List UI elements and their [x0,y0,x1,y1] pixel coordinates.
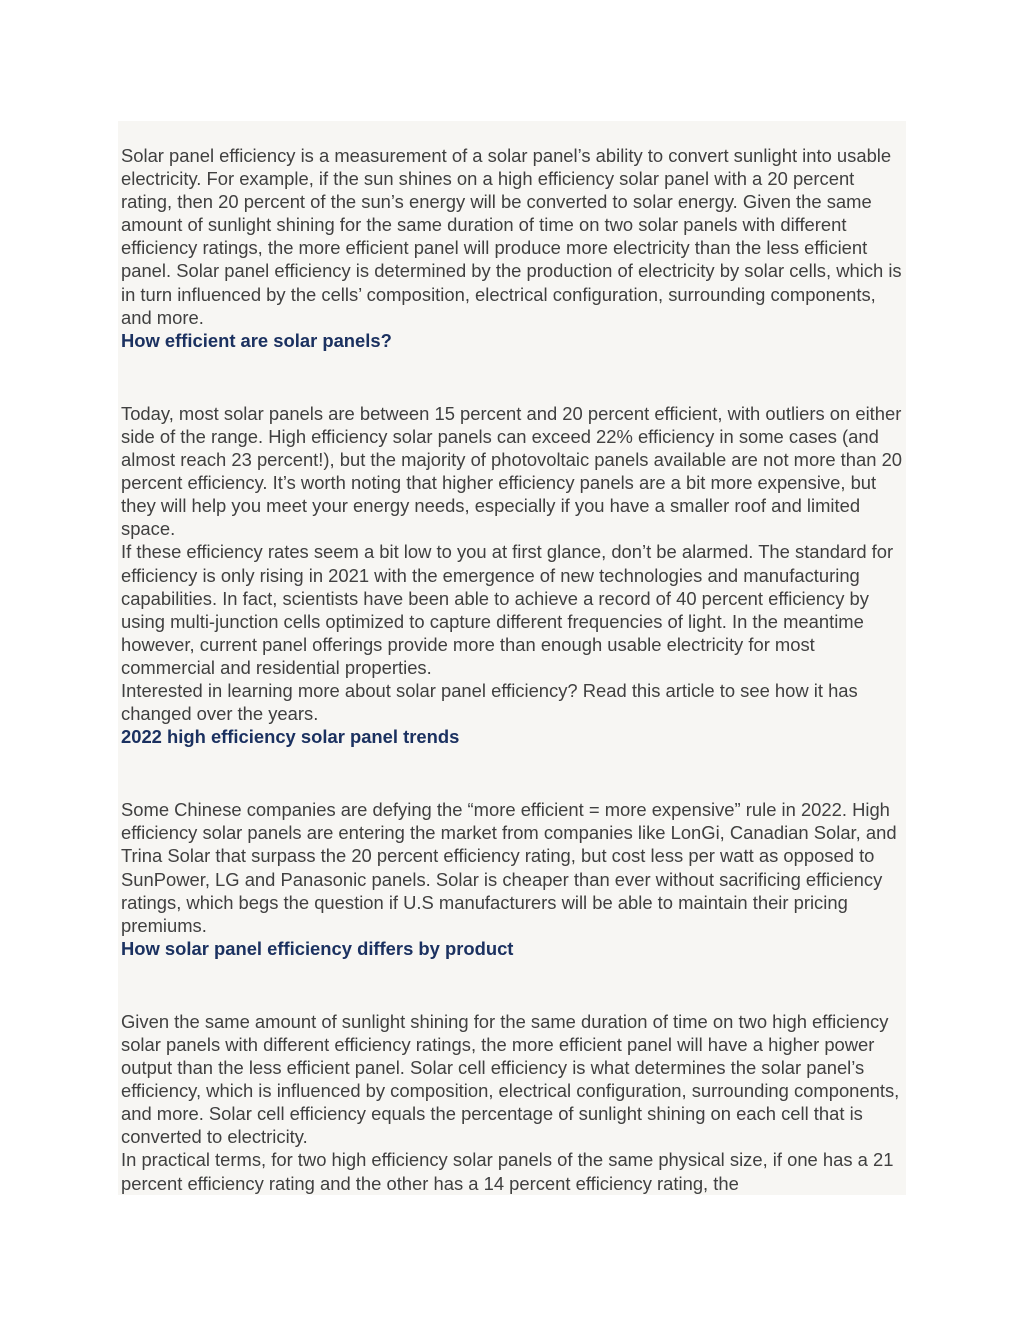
paragraph-same-sunlight: Given the same amount of sunlight shining for the same duration of time on two high efficiency solar panels with different efficiency ratings, the more efficient panel will have a higher power output than the less efficient panel. Solar cell efficiency is what determines the solar panel’s efficiency, which is influenced by composition, electrical configuration, surrounding components, and more. Solar cell efficiency equals the percentage of sunlight shining on each cell that is converted to electricity. [121,1010,900,1148]
heading-differs-by-product: How solar panel efficiency differs by product [121,937,514,959]
heading-2022-trends: 2022 high efficiency solar panel trends [121,726,460,748]
paragraph-efficiency-rates: If these efficiency rates seem a bit low to you at first glance, don’t be alarmed. The standard for efficiency is only rising in 2021 with the emergence of new technologies and manufacturing capabilities. In fact, scientists have been able to achieve a record of 40 percent efficiency by using multi-junction cells optimized to capture different frequencies of light. In the meantime however, current panel offerings provide more than enough usable electricity for most commercial and residential properties. [121,541,894,678]
paragraph-efficiency-range: Today, most solar panels are between 15 percent and 20 percent efficient, with outliers on either side of the range. High efficiency solar panels can exceed 22% efficiency in some cases (and almost reach 23 percent!), but the majority of photovoltaic panels available are not more than 20 percent efficiency. It’s worth noting that higher efficiency panels are a bit more expensive, but they will help you meet your energy needs, especially if you have a smaller roof and limited space. [121,402,903,540]
spacer [121,960,903,1010]
article-panel [118,121,906,1195]
article-content [121,144,903,1195]
spacer [121,352,903,402]
paragraph-practical-terms: In practical terms, for two high efficiency solar panels of the same physical size, if one has a 21 percent efficiency rating and the other has a 14 percent efficiency rating, the [121,1149,894,1194]
paragraph-chinese-companies: Some Chinese companies are defying the “more efficient = more expensive” rule in 2022. High efficiency solar panels are entering the market from companies like LonGi, Canadian Solar, and Trina Solar that surpass the 20 percent efficiency rating, but cost less per watt as opposed to SunPower, LG and Panasonic panels. Solar is cheaper than ever without sacrificing efficiency ratings, which begs the question if U.S manufacturers will be able to maintain their pricing premiums. [121,799,897,936]
paragraph-learn-more: Interested in learning more about solar panel efficiency? Read this article to see how it has changed over the years. [121,679,858,725]
heading-how-efficient: How efficient are solar panels? [121,329,392,351]
spacer [121,748,903,798]
paragraph-intro: Solar panel efficiency is a measurement of a solar panel’s ability to convert sunlight into usable electricity. For example, if the sun shines on a high efficiency solar panel with a 20 percent rating, then 20 percent of the sun’s energy will be converted to solar energy. Given the same amount of sunlight shining for the same duration of time on two solar panels with different efficiency ratings, the more efficient panel will produce more electricity than the less efficient panel. Solar panel efficiency is determined by the production of electricity by solar cells, which is in turn influenced by the cells’ composition, electrical configuration, surrounding components, and more. [121,145,902,328]
